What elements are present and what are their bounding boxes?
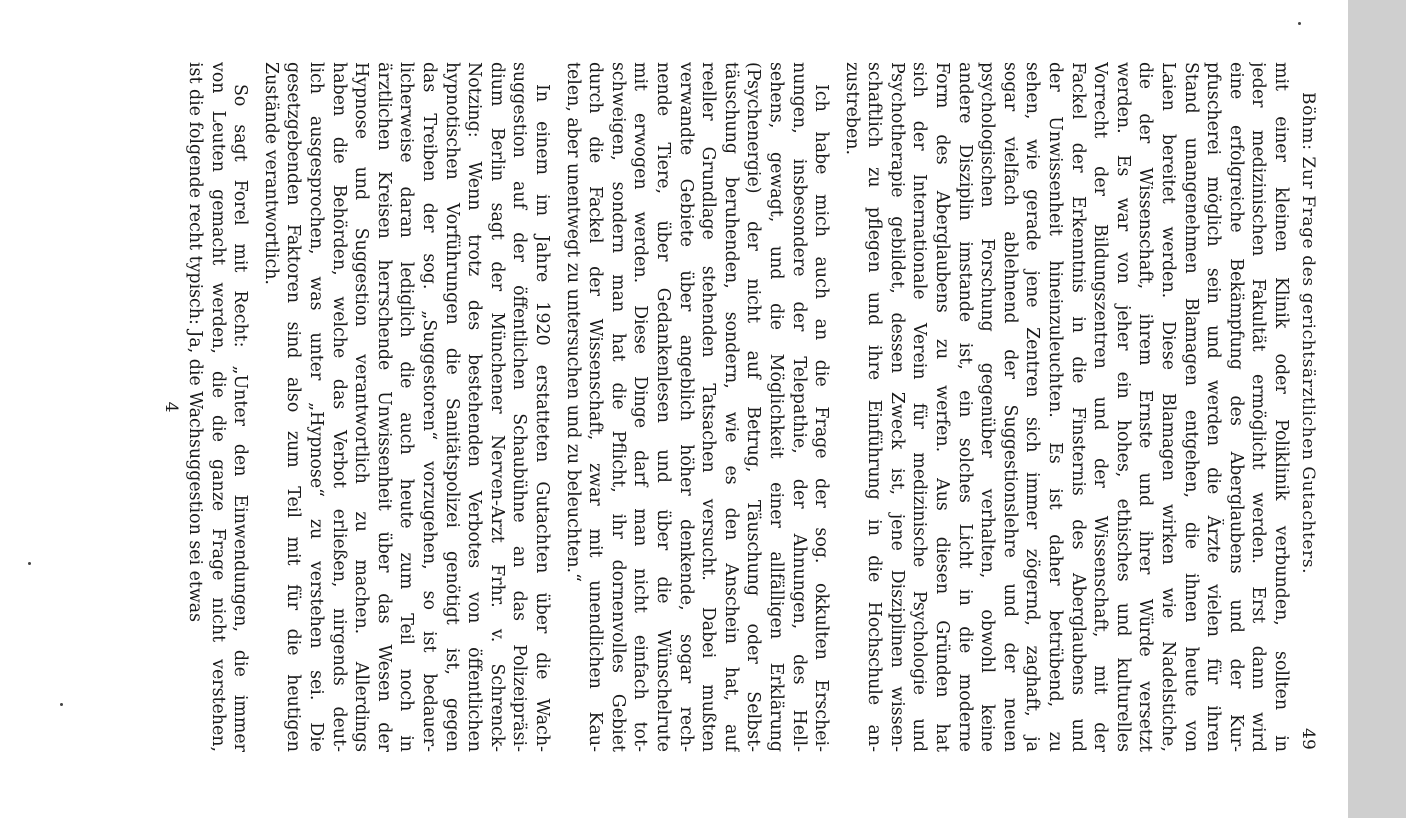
text-line: pfuscherei möglich sein und werden die Ärzte vielen für ihren <box>1203 62 1224 752</box>
text-line: (Psychenergie) der nicht auf Betrug, Täuschung oder Selbst- <box>743 62 764 752</box>
text-line: reeller Grundlage stehenden Tatsachen versucht. Dabei mußten <box>698 62 719 752</box>
text-line: von Leuten gemacht werden, die die ganze Frage nicht verstehen, <box>207 62 228 752</box>
text-line: werden. Es war von jeher ein hohes, ethisches und kulturelles <box>1112 62 1133 752</box>
paragraph <box>561 62 832 752</box>
text-line: Zustände verantwortlich. <box>260 62 281 285</box>
text-line: licherweise daran lediglich die auch heute zum Teil noch in <box>396 62 417 752</box>
paragraph-gap <box>832 62 840 752</box>
text-line: In einem im Jahre 1920 erstatteten Gutachten über die Wach- <box>532 84 552 752</box>
text-line: Psychotherapie gebildet, dessen Zweck ist, jene Disziplinen wissen- <box>886 62 907 752</box>
text-line: Stand unangenehmen Blamagen entgehen, die ihnen heute von <box>1180 62 1201 752</box>
text-line: So sagt Forel mit Recht: „Unter den Einwendungen, die immer <box>230 84 251 752</box>
text-line: nungen, insbesondere der Telepathie, der Ahnungen, des Hell- <box>788 62 809 752</box>
text-line: Ich habe mich auch an die Frage der sog. okkulten Erschei- <box>811 84 832 752</box>
viewer-sidebar <box>1348 0 1406 818</box>
text-line: nende Tiere, über Gedankenlesen und über die Wünschelrute <box>652 62 673 752</box>
text-line: Hypnose und Suggestion verantwortlich zu machen. Allerdings <box>351 62 372 752</box>
text-line: gesetzgebenden Faktoren sind also zum Teil mit für die heutigen <box>283 62 304 752</box>
paragraph-gap <box>251 62 259 752</box>
text-line: mit einer kleinen Klinik oder Poliklinik verbunden, sollten in <box>1271 62 1291 752</box>
paragraph <box>184 62 252 752</box>
text-line: sehen, wie gerade jene Zentren sich immer zögernd, zaghaft, ja <box>1022 62 1043 752</box>
text-line: Notzing: Wenn trotz des bestehenden Verbotes von öffentlichen <box>464 62 485 752</box>
text-line: das Treiben der sog. „Suggestoren“ vorzugehen, so ist bedauer- <box>419 62 440 752</box>
text-line: sich der Internationale Verein für medizinische Psychologie und <box>909 62 930 752</box>
text-line: psychologischen Forschung gegenüber verhalten, obwohl keine <box>977 62 998 752</box>
text-line: hypnotischen Vorführungen die Sanitätspolizei genötigt ist, gegen <box>441 62 462 752</box>
text-line: telen, aber unentwegt zu untersuchen und zu beleuchten.“ <box>562 62 583 582</box>
page-body <box>160 62 1319 752</box>
paragraph <box>840 62 1292 752</box>
text-line: zustreben. <box>841 62 862 156</box>
text-line: verwandte Gebiete über angeblich höher denkende, sogar rech- <box>675 62 696 752</box>
body-text <box>184 62 1293 752</box>
text-line: haben die Behörden, welche das Verbot erließen, nirgends deut- <box>328 62 349 752</box>
signature-mark: 4 <box>161 401 182 413</box>
text-line: eine erfolgreiche Bekämpfung des Aberglaubens und der Kur- <box>1225 62 1246 752</box>
text-line: Vorrecht der Bildungszentren und der Wissenschaft, mit der <box>1090 62 1111 752</box>
paragraph-gap <box>553 62 561 752</box>
text-line: der Unwissenheit hineinzuleuchten. Es ist daher betrübend, zu <box>1045 62 1066 752</box>
text-line: Form des Aberglaubens zu werfen. Aus diesen Gründen hat <box>932 62 953 752</box>
text-line: Laien bereitet werden. Diese Blamagen wirken wie Nadelstiche, <box>1158 62 1179 752</box>
text-line: ärztlichen Kreisen herrschende Unwissenheit über das Wesen der <box>373 62 394 752</box>
text-line: sehens, gewagt, und die Möglichkeit einer allfälligen Erklärung <box>765 62 786 752</box>
paragraph <box>259 62 553 752</box>
page-number: 49 <box>1298 727 1318 750</box>
text-line: Fackel der Erkenntnis in die Finsternis des Aberglaubens und <box>1067 62 1088 752</box>
text-line: schweigen, sondern man hat die Pflicht, ihr dornenvolles Gebiet <box>607 62 628 752</box>
text-line: durch die Fackel der Wissenschaft, zwar mit unendlichen Kau- <box>585 62 606 752</box>
text-line: dium Berlin sagt der Münchener Nerven-Arzt Frhr. v. Schrenck- <box>486 62 507 752</box>
text-line: die der Wissenschaft, ihrem Ernste und ihrer Würde versetzt <box>1135 62 1156 752</box>
text-line: suggestion auf der öffentlichen Schaubühne an das Polizeipräsi- <box>509 62 530 752</box>
text-line: schaftlich zu pflegen und ihre Einführung in die Hochschule an- <box>864 62 885 752</box>
running-head <box>1292 62 1318 752</box>
text-line: mit erwogen werden. Diese Dinge darf man nicht einfach tot- <box>630 62 651 752</box>
text-line: lich ausgesprochen, was unter „Hypnose“ zu verstehen sei. Die <box>306 62 327 752</box>
text-line: andere Disziplin imstande ist, ein solches Licht in die moderne <box>954 62 975 752</box>
text-line: sogar vielfach ablehnend der Suggestionslehre und der neuen <box>999 62 1020 752</box>
text-line: täuschung beruhenden, sondern, wie es den Anschein hat, auf <box>720 62 741 752</box>
running-head-title: Böhm: Zur Frage des gerichtsärztlichen Gutachters. <box>1298 92 1318 575</box>
text-line: ist die folgende recht typisch: Ja, die Wachsuggestion sei etwas <box>185 62 206 623</box>
text-line: jeder medizinischen Fakultät ermöglicht werden. Erst dann wird <box>1248 62 1269 752</box>
